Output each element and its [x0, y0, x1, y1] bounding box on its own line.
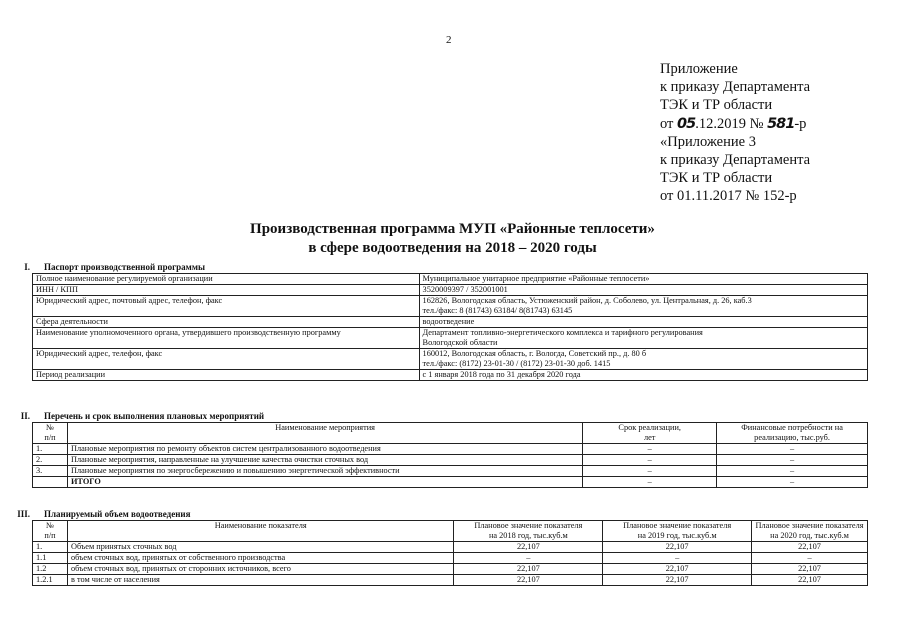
- passport-label: Период реализации: [33, 370, 420, 381]
- table-row: [33, 370, 868, 381]
- table-row: [33, 285, 868, 296]
- row-2018: –: [454, 553, 603, 564]
- section-heading: [0, 411, 264, 421]
- row-term: –: [583, 466, 717, 477]
- row-num: 3.: [33, 466, 68, 477]
- value-line: тел./факс: (8172) 23-01-30 / (8172) 23-01-30 доб. 1415: [422, 359, 611, 368]
- row-2018: 22,107: [454, 575, 603, 586]
- table-row: [33, 466, 868, 477]
- passport-label: Юридический адрес, почтовый адрес, телефон, факс: [33, 296, 420, 317]
- passport-value: водоотведение: [419, 317, 867, 328]
- row-name: Объем принятых сточных вод: [67, 542, 453, 553]
- row-name: объем сточных вод, принятых от сторонних источников, всего: [67, 564, 453, 575]
- value-line: тел./факс: 8 (81743) 63184/ 8(81743) 63145: [422, 306, 573, 315]
- table-row: [33, 564, 868, 575]
- appendix-line: «Приложение 3: [660, 133, 756, 150]
- order-suffix: -р: [794, 115, 807, 132]
- appendix-block: [660, 60, 810, 206]
- passport-label: Наименование уполномоченного органа, утвердившего производственную программу: [33, 328, 420, 349]
- passport-table: [32, 273, 868, 381]
- row-term: –: [583, 477, 717, 488]
- row-num: 1.1: [33, 553, 68, 564]
- row-2019: 22,107: [603, 575, 752, 586]
- table-row: [33, 328, 868, 349]
- header-2019: Плановое значение показателя на 2019 год, тыс.куб.м: [603, 521, 752, 542]
- row-finance: –: [717, 455, 868, 466]
- section-heading: [0, 262, 205, 272]
- appendix-line: ТЭК и ТР области: [660, 170, 773, 187]
- header-2018: Плановое значение показателя на 2018 год, тыс.куб.м: [454, 521, 603, 542]
- row-num: 1.2.1: [33, 575, 68, 586]
- passport-value: 3520009397 / 352001001: [419, 285, 867, 296]
- row-num: [33, 477, 68, 488]
- page-number: 2: [446, 34, 452, 46]
- passport-value: Муниципальное унитарное предприятие «Районные теплосети»: [419, 274, 867, 285]
- row-name: в том числе от населения: [67, 575, 453, 586]
- appendix-line: Приложение: [660, 61, 738, 77]
- row-num: 1.: [33, 542, 68, 553]
- table-row: [33, 274, 868, 285]
- section-number: II.: [20, 411, 30, 421]
- row-2020: –: [752, 553, 868, 564]
- value-line: Вологодской области: [422, 338, 498, 347]
- table-header-row: [33, 423, 868, 444]
- section-title: Планируемый объем водоотведения: [44, 509, 191, 519]
- row-finance: –: [717, 477, 868, 488]
- row-name: объем сточных вод, принятых от собственного производства: [67, 553, 453, 564]
- table-row: [33, 444, 868, 455]
- section-heading: [0, 509, 190, 519]
- row-name: Плановые мероприятия, направленные на улучшение качества очистки сточных вод: [67, 455, 582, 466]
- title-line: в сфере водоотведения на 2018 – 2020 годы: [308, 240, 597, 256]
- row-num: 1.2: [33, 564, 68, 575]
- row-2020: 22,107: [752, 564, 868, 575]
- row-2019: 22,107: [603, 564, 752, 575]
- measures-table: [32, 422, 868, 488]
- row-term: –: [583, 444, 717, 455]
- appendix-date-line: [660, 115, 810, 133]
- passport-label: Полное наименование регулируемой организации: [33, 274, 420, 285]
- handwritten-order-number: 581: [767, 115, 795, 132]
- row-finance: –: [717, 444, 868, 455]
- section-title: Перечень и срок выполнения плановых мероприятий: [44, 411, 265, 421]
- table-row: [33, 455, 868, 466]
- header-name: Наименование мероприятия: [67, 423, 582, 444]
- header-finance: Финансовые потребности на реализацию, тыс.руб.: [717, 423, 868, 444]
- row-2018: 22,107: [454, 542, 603, 553]
- section-number: I.: [24, 262, 30, 272]
- date-prefix: от: [660, 115, 674, 132]
- handwritten-day: 05: [677, 115, 696, 132]
- row-2019: –: [603, 553, 752, 564]
- row-name: ИТОГО: [67, 477, 582, 488]
- header-name: Наименование показателя: [67, 521, 453, 542]
- row-name: Плановые мероприятия по ремонту объектов систем централизованного водоотведения: [67, 444, 582, 455]
- appendix-line: к приказу Департамента: [660, 152, 811, 169]
- table-row: [33, 542, 868, 553]
- passport-value: [419, 349, 867, 370]
- passport-value: с 1 января 2018 года по 31 декабря 2020 года: [419, 370, 867, 381]
- document-title: [0, 220, 905, 258]
- row-name: Плановые мероприятия по энергосбережению и повышению энергетической эффективности: [67, 466, 582, 477]
- row-2020: 22,107: [752, 575, 868, 586]
- date-rest: .12.2019 №: [695, 115, 764, 132]
- table-row: [33, 317, 868, 328]
- value-line: 162826, Вологодская область, Устюженский район, д. Соболево, ул. Центральная, д. 26, каб.3: [422, 296, 752, 305]
- row-num: 1.: [33, 444, 68, 455]
- passport-label: Сфера деятельности: [33, 317, 420, 328]
- table-row: [33, 575, 868, 586]
- header-num: № п/п: [33, 423, 68, 444]
- table-row: [33, 296, 868, 317]
- table-row-total: [33, 477, 868, 488]
- table-row: [33, 553, 868, 564]
- header-2020: Плановое значение показателя на 2020 год, тыс.куб.м: [752, 521, 868, 542]
- title-line: Производственная программа МУП «Районные теплосети»: [250, 221, 655, 237]
- section-number: III.: [17, 509, 30, 519]
- section-title: Паспорт производственной программы: [44, 262, 205, 272]
- row-2020: 22,107: [752, 542, 868, 553]
- row-2018: 22,107: [454, 564, 603, 575]
- table-row: [33, 349, 868, 370]
- row-term: –: [583, 455, 717, 466]
- appendix-line: от 01.11.2017 № 152-р: [660, 188, 797, 205]
- row-finance: –: [717, 466, 868, 477]
- passport-value: [419, 328, 867, 349]
- volume-table: [32, 520, 868, 586]
- passport-label: ИНН / КПП: [33, 285, 420, 296]
- value-line: Департамент топливно-энергетического комплекса и тарифного регулирования: [422, 328, 703, 337]
- row-2019: 22,107: [603, 542, 752, 553]
- table-header-row: [33, 521, 868, 542]
- row-num: 2.: [33, 455, 68, 466]
- appendix-line: ТЭК и ТР области: [660, 97, 773, 114]
- header-num: № п/п: [33, 521, 68, 542]
- value-line: 160012, Вологодская область, г. Вологда, Советский пр., д. 80 б: [422, 349, 647, 358]
- passport-label: Юридический адрес, телефон, факс: [33, 349, 420, 370]
- header-term: Срок реализации, лет: [583, 423, 717, 444]
- passport-value: [419, 296, 867, 317]
- appendix-line: к приказу Департамента: [660, 79, 811, 96]
